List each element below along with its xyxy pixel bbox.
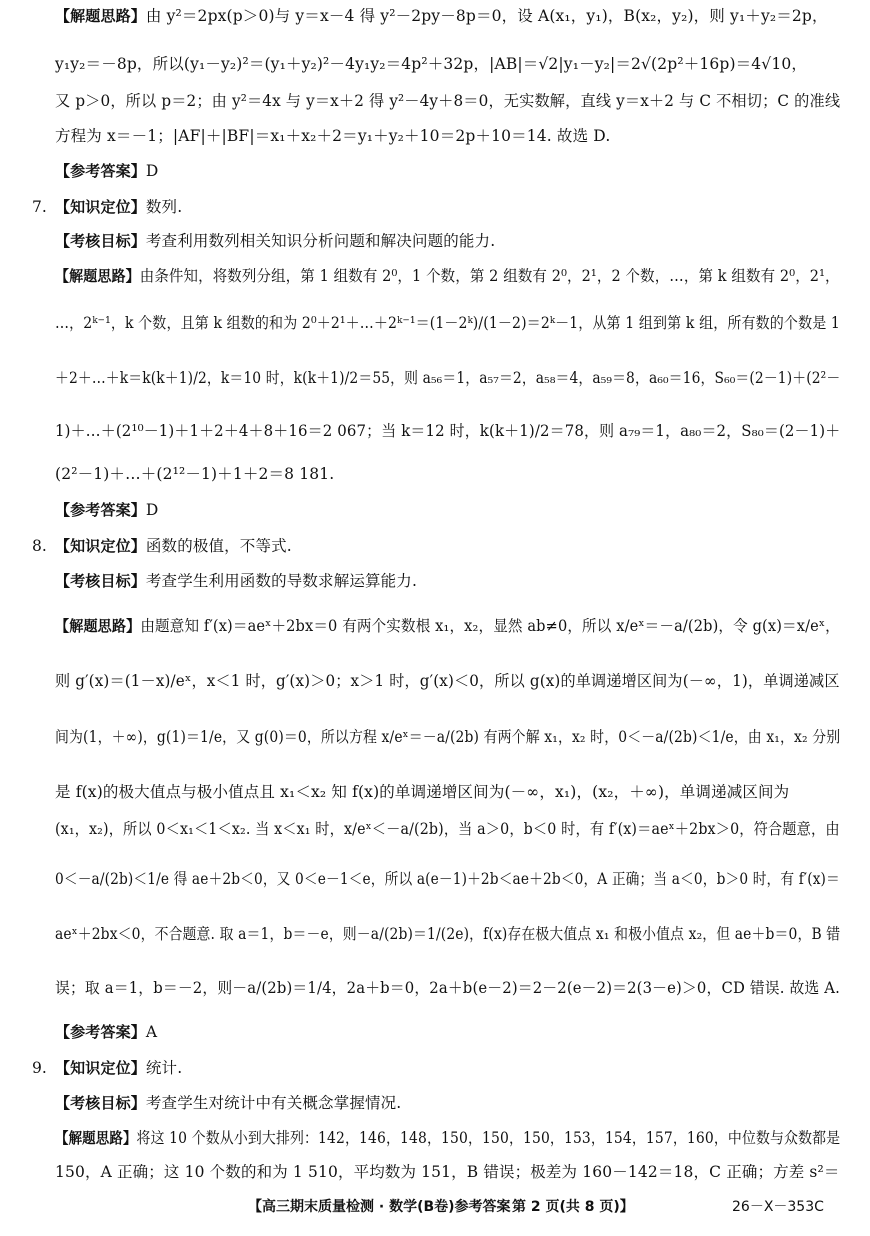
q6-solution-line-1: 【解题思路】由 y²＝2px(p＞0)与 y＝x－4 得 y²－2py－8p＝0，设 A(x₁，y₁)，B(x₂，y₂)，则 y₁＋y₂＝2p， — [55, 7, 828, 25]
q7-solution-line-2: …，2ᵏ⁻¹，k 个数，且第 k 组数的和为 2⁰＋2¹＋…＋2ᵏ⁻¹＝(1－2ᵏ)/(1－2)＝2ᵏ－1，从第 1 组到第 k 组，所有数的个数是 1 — [55, 314, 840, 332]
q8-goal: 【考核目标】考查学生利用函数的导数求解运算能力. — [55, 572, 418, 590]
q9-solution-line-1: 【解题思路】将这 10 个数从小到大排列：142，146，148，150，150，150，153，154，157，160，中位数与众数都是 — [55, 1129, 841, 1147]
q8-solution-line-3: 间为(1，＋∞)，g(1)＝1/e，又 g(0)＝0，所以方程 x/eˣ＝－a/(2b) 有两个解 x₁，x₂ 时，0＜－a/(2b)＜1/e，由 x₁，x₂ 分别 — [55, 728, 841, 746]
q8-solution-line-6: 0＜－a/(2b)＜1/e 得 ae＋2b＜0，又 0＜e－1＜e，所以 a(e－1)＋2b＜ae＋2b＜0，A 正确；当 a＜0，b＞0 时，有 f′(x)＝ — [55, 870, 840, 888]
q8-solution-line-5: (x₁，x₂)，所以 0＜x₁＜1＜x₂. 当 x＜x₁ 时，x/eˣ＜－a/(2b)，当 a＞0，b＜0 时，有 f′(x)＝aeˣ＋2bx＞0，符合题意，由 — [55, 820, 840, 838]
q6-solution-line-2: y₁y₂＝－8p，所以(y₁－y₂)²＝(y₁＋y₂)²－4y₁y₂＝4p²＋32p，|AB|＝√2|y₁－y₂|＝2√(2p²＋16p)＝4√10， — [55, 55, 808, 73]
q9-number: 9. — [32, 1059, 47, 1077]
q7-solution-line-4: 1)＋…＋(2¹⁰－1)＋1＋2＋4＋8＋16＝2 067；当 k＝12 时，k(k＋1)/2＝78，则 a₇₉＝1，a₈₀＝2，S₈₀＝(2－1)＋ — [55, 422, 841, 440]
q7-solution-line-5: (2²－1)＋…＋(2¹²－1)＋1＋2＝8 181. — [55, 465, 335, 483]
q9-solution-line-2: 150，A 正确；这 10 个数的和为 1 510，平均数为 151，B 错误；极差为 160－142＝18，C 正确；方差 s²＝ — [55, 1163, 840, 1181]
page-footer — [0, 1192, 870, 1220]
q7-knowledge: 【知识定位】数列. — [55, 198, 183, 216]
q7-number: 7. — [32, 198, 47, 216]
q8-solution-line-4: 是 f(x)的极大值点与极小值点且 x₁＜x₂ 知 f(x)的单调递增区间为(－∞，x₁)，(x₂，＋∞)，单调递减区间为 — [55, 783, 790, 801]
q6-answer: 【参考答案】D — [55, 162, 159, 180]
q7-goal: 【考核目标】考查利用数列相关知识分析问题和解决问题的能力. — [55, 232, 496, 250]
footer-title: 【高三期末质量检测 · 数学(B卷)参考答案 — [248, 1199, 511, 1215]
q9-goal: 【考核目标】考查学生对统计中有关概念掌握情况. — [55, 1094, 402, 1112]
q8-solution-line-2: 则 g′(x)＝(1－x)/eˣ，x＜1 时，g′(x)＞0；x＞1 时，g′(x)＜0，所以 g(x)的单调递增区间为(－∞，1)，单调递减区 — [55, 672, 840, 690]
q8-number: 8. — [32, 537, 47, 555]
q8-answer: 【参考答案】A — [55, 1023, 158, 1041]
q8-solution-line-8: 误；取 a＝1，b＝－2，则－a/(2b)＝1/4，2a＋b＝0，2a＋b(e－2)＝2－2(e－2)＝2(3－e)＞0，CD 错误. 故选 A. — [55, 979, 840, 997]
q6-solution-line-4: 方程为 x＝－1；|AF|＋|BF|＝x₁＋x₂＋2＝y₁＋y₂＋10＝2p＋10＝14. 故选 D. — [55, 127, 611, 145]
q8-solution-line-1: 【解题思路】由题意知 f′(x)＝aeˣ＋2bx＝0 有两个实数根 x₁，x₂，显然 ab≠0，所以 x/eˣ＝－a/(2b)，令 g(x)＝x/eˣ， — [55, 617, 840, 635]
footer-page-number: 第 2 页(共 8 页)】 — [512, 1199, 634, 1215]
footer-code: 26－X－353C — [732, 1199, 824, 1215]
q8-knowledge: 【知识定位】函数的极值，不等式. — [55, 537, 292, 555]
q8-solution-line-7: aeˣ＋2bx＜0，不合题意. 取 a＝1，b＝－e，则－a/(2b)＝1/(2e)，f(x)存在极大值点 x₁ 和极小值点 x₂，但 ae＋b＝0，B 错 — [55, 925, 841, 943]
q7-answer: 【参考答案】D — [55, 501, 159, 519]
q9-knowledge: 【知识定位】统计. — [55, 1059, 183, 1077]
q7-solution-line-3: ＋2＋…＋k＝k(k＋1)/2，k＝10 时，k(k＋1)/2＝55，则 a₅₆＝1，a₅₇＝2，a₅₈＝4，a₅₉＝8，a₆₀＝16，S₆₀＝(2－1)＋(2²－ — [55, 369, 841, 387]
q6-solution-line-3: 又 p＞0，所以 p＝2；由 y²＝4x 与 y＝x＋2 得 y²－4y＋8＝0，无实数解，直线 y＝x＋2 与 C 不相切；C 的准线 — [55, 92, 841, 110]
q7-solution-line-1: 【解题思路】由条件知，将数列分组，第 1 组数有 2⁰，1 个数，第 2 组数有 2⁰，2¹，2 个数，…，第 k 组数有 2⁰，2¹， — [55, 267, 840, 285]
